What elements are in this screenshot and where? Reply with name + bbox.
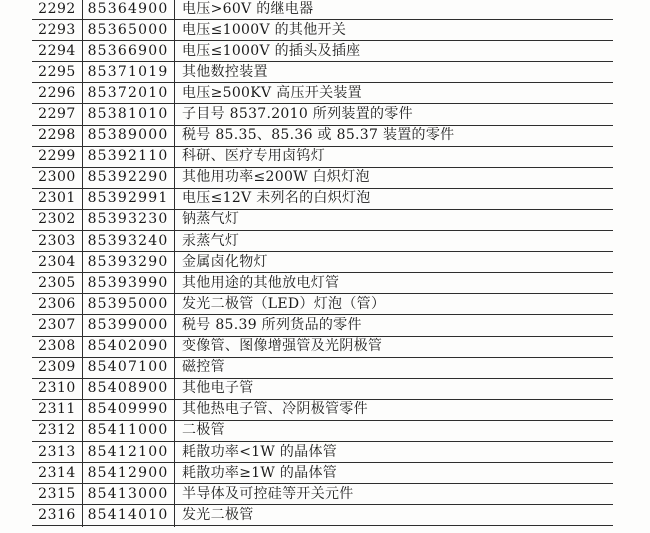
row-sequence-number: 2294 bbox=[38, 42, 76, 59]
row-description: 发光二极管（LED）灯泡（管） bbox=[182, 295, 386, 312]
row-hs-code: 85393230 bbox=[87, 211, 169, 228]
column-divider-2 bbox=[174, 0, 175, 527]
row-description: 电压≤1000V 的其他开关 bbox=[182, 21, 347, 38]
row-description: 发光二极管 bbox=[182, 506, 254, 523]
row-hs-code: 85412100 bbox=[87, 443, 169, 460]
table-row bbox=[32, 421, 613, 442]
table-row bbox=[32, 505, 613, 526]
table-row bbox=[32, 231, 613, 252]
table-row bbox=[32, 442, 613, 463]
row-description: 电压>60V 的继电器 bbox=[182, 0, 314, 17]
row-description: 耗散功率≥1W 的晶体管 bbox=[182, 464, 338, 481]
row-sequence-number: 2293 bbox=[38, 21, 76, 38]
table-row bbox=[32, 210, 613, 231]
row-description: 其他用途的其他放电灯管 bbox=[182, 274, 340, 291]
row-description: 金属卤化物灯 bbox=[182, 253, 268, 270]
row-sequence-number: 2314 bbox=[38, 464, 76, 481]
row-sequence-number: 2303 bbox=[38, 232, 76, 249]
row-sequence-number: 2306 bbox=[38, 295, 76, 312]
row-description: 其他电子管 bbox=[182, 380, 254, 397]
table-row bbox=[32, 147, 613, 168]
row-hs-code: 85393240 bbox=[87, 232, 169, 249]
row-hs-code: 85395000 bbox=[87, 295, 169, 312]
table-row bbox=[32, 62, 613, 83]
row-hs-code: 85413000 bbox=[87, 485, 169, 502]
row-description: 汞蒸气灯 bbox=[182, 232, 240, 249]
row-hs-code: 85371019 bbox=[87, 63, 169, 80]
row-sequence-number: 2316 bbox=[38, 506, 76, 523]
table-row bbox=[32, 104, 613, 125]
row-hs-code: 85409990 bbox=[87, 401, 169, 418]
table-row bbox=[32, 0, 613, 20]
row-hs-code: 85392290 bbox=[87, 169, 169, 186]
row-hs-code: 85399000 bbox=[87, 316, 169, 333]
row-sequence-number: 2299 bbox=[38, 148, 76, 165]
row-description: 变像管、图像增强管及光阴极管 bbox=[182, 338, 383, 355]
row-sequence-number: 2304 bbox=[38, 253, 76, 270]
row-sequence-number: 2301 bbox=[38, 190, 76, 207]
table-row bbox=[32, 400, 613, 421]
row-sequence-number: 2310 bbox=[38, 380, 76, 397]
row-sequence-number: 2305 bbox=[38, 274, 76, 291]
table-row bbox=[32, 20, 613, 41]
row-sequence-number: 2307 bbox=[38, 316, 76, 333]
row-sequence-number: 2295 bbox=[38, 63, 76, 80]
row-sequence-number: 2300 bbox=[38, 169, 76, 186]
row-hs-code: 85393290 bbox=[87, 253, 169, 270]
row-description: 子目号 8537.2010 所列装置的零件 bbox=[182, 106, 413, 123]
row-sequence-number: 2297 bbox=[38, 106, 76, 123]
row-sequence-number: 2309 bbox=[38, 359, 76, 376]
row-description: 科研、医疗专用卤钨灯 bbox=[182, 148, 325, 165]
row-hs-code: 85408900 bbox=[87, 380, 169, 397]
row-sequence-number: 2298 bbox=[38, 127, 76, 144]
row-sequence-number: 2296 bbox=[38, 84, 76, 101]
row-hs-code: 85381010 bbox=[87, 106, 169, 123]
row-sequence-number: 2312 bbox=[38, 422, 76, 439]
table-row bbox=[32, 126, 613, 147]
row-hs-code: 85411000 bbox=[87, 422, 169, 439]
row-description: 税号 85.35、85.36 或 85.37 装置的零件 bbox=[182, 127, 455, 144]
row-description: 钠蒸气灯 bbox=[182, 211, 240, 228]
row-hs-code: 85366900 bbox=[87, 42, 169, 59]
row-hs-code: 85393990 bbox=[87, 274, 169, 291]
table-row bbox=[32, 189, 613, 210]
table-row bbox=[32, 294, 613, 315]
row-description: 税号 85.39 所列货品的零件 bbox=[182, 316, 362, 333]
row-hs-code: 85364900 bbox=[87, 0, 169, 17]
row-description: 电压≤12V 未列名的白炽灯泡 bbox=[182, 190, 371, 207]
row-sequence-number: 2315 bbox=[38, 485, 76, 502]
table-row bbox=[32, 252, 613, 273]
table-row bbox=[32, 273, 613, 294]
row-sequence-number: 2313 bbox=[38, 443, 76, 460]
row-hs-code: 85414010 bbox=[87, 506, 169, 523]
row-description: 磁控管 bbox=[182, 359, 225, 376]
row-description: 其他用功率≤200W 白炽灯泡 bbox=[182, 169, 370, 186]
table-row bbox=[32, 337, 613, 358]
row-description: 电压≥500KV 高压开关装置 bbox=[182, 84, 362, 101]
row-sequence-number: 2292 bbox=[38, 0, 76, 17]
column-divider-1 bbox=[82, 0, 83, 527]
row-description: 半导体及可控硅等开关元件 bbox=[182, 485, 354, 502]
row-description: 其他热电子管、冷阴极管零件 bbox=[182, 401, 368, 418]
row-sequence-number: 2308 bbox=[38, 338, 76, 355]
row-hs-code: 85402090 bbox=[87, 338, 169, 355]
row-description: 电压≤1000V 的插头及插座 bbox=[182, 42, 361, 59]
row-description: 耗散功率<1W 的晶体管 bbox=[182, 443, 338, 460]
table-body bbox=[32, 0, 613, 526]
table-row bbox=[32, 379, 613, 400]
table-row bbox=[32, 484, 613, 505]
row-hs-code: 85392110 bbox=[87, 148, 169, 165]
row-description: 二极管 bbox=[182, 422, 225, 439]
tariff-table bbox=[32, 0, 613, 526]
row-description: 其他数控装置 bbox=[182, 63, 268, 80]
table-row bbox=[32, 41, 613, 62]
table-row bbox=[32, 315, 613, 336]
row-sequence-number: 2302 bbox=[38, 211, 76, 228]
row-hs-code: 85365000 bbox=[87, 21, 169, 38]
row-hs-code: 85407100 bbox=[87, 359, 169, 376]
row-hs-code: 85392991 bbox=[87, 190, 169, 207]
table-row bbox=[32, 463, 613, 484]
table-row bbox=[32, 168, 613, 189]
table-row bbox=[32, 83, 613, 104]
row-hs-code: 85372010 bbox=[87, 84, 169, 101]
row-sequence-number: 2311 bbox=[38, 401, 76, 418]
row-hs-code: 85412900 bbox=[87, 464, 169, 481]
table-row bbox=[32, 358, 613, 379]
row-hs-code: 85389000 bbox=[87, 127, 169, 144]
